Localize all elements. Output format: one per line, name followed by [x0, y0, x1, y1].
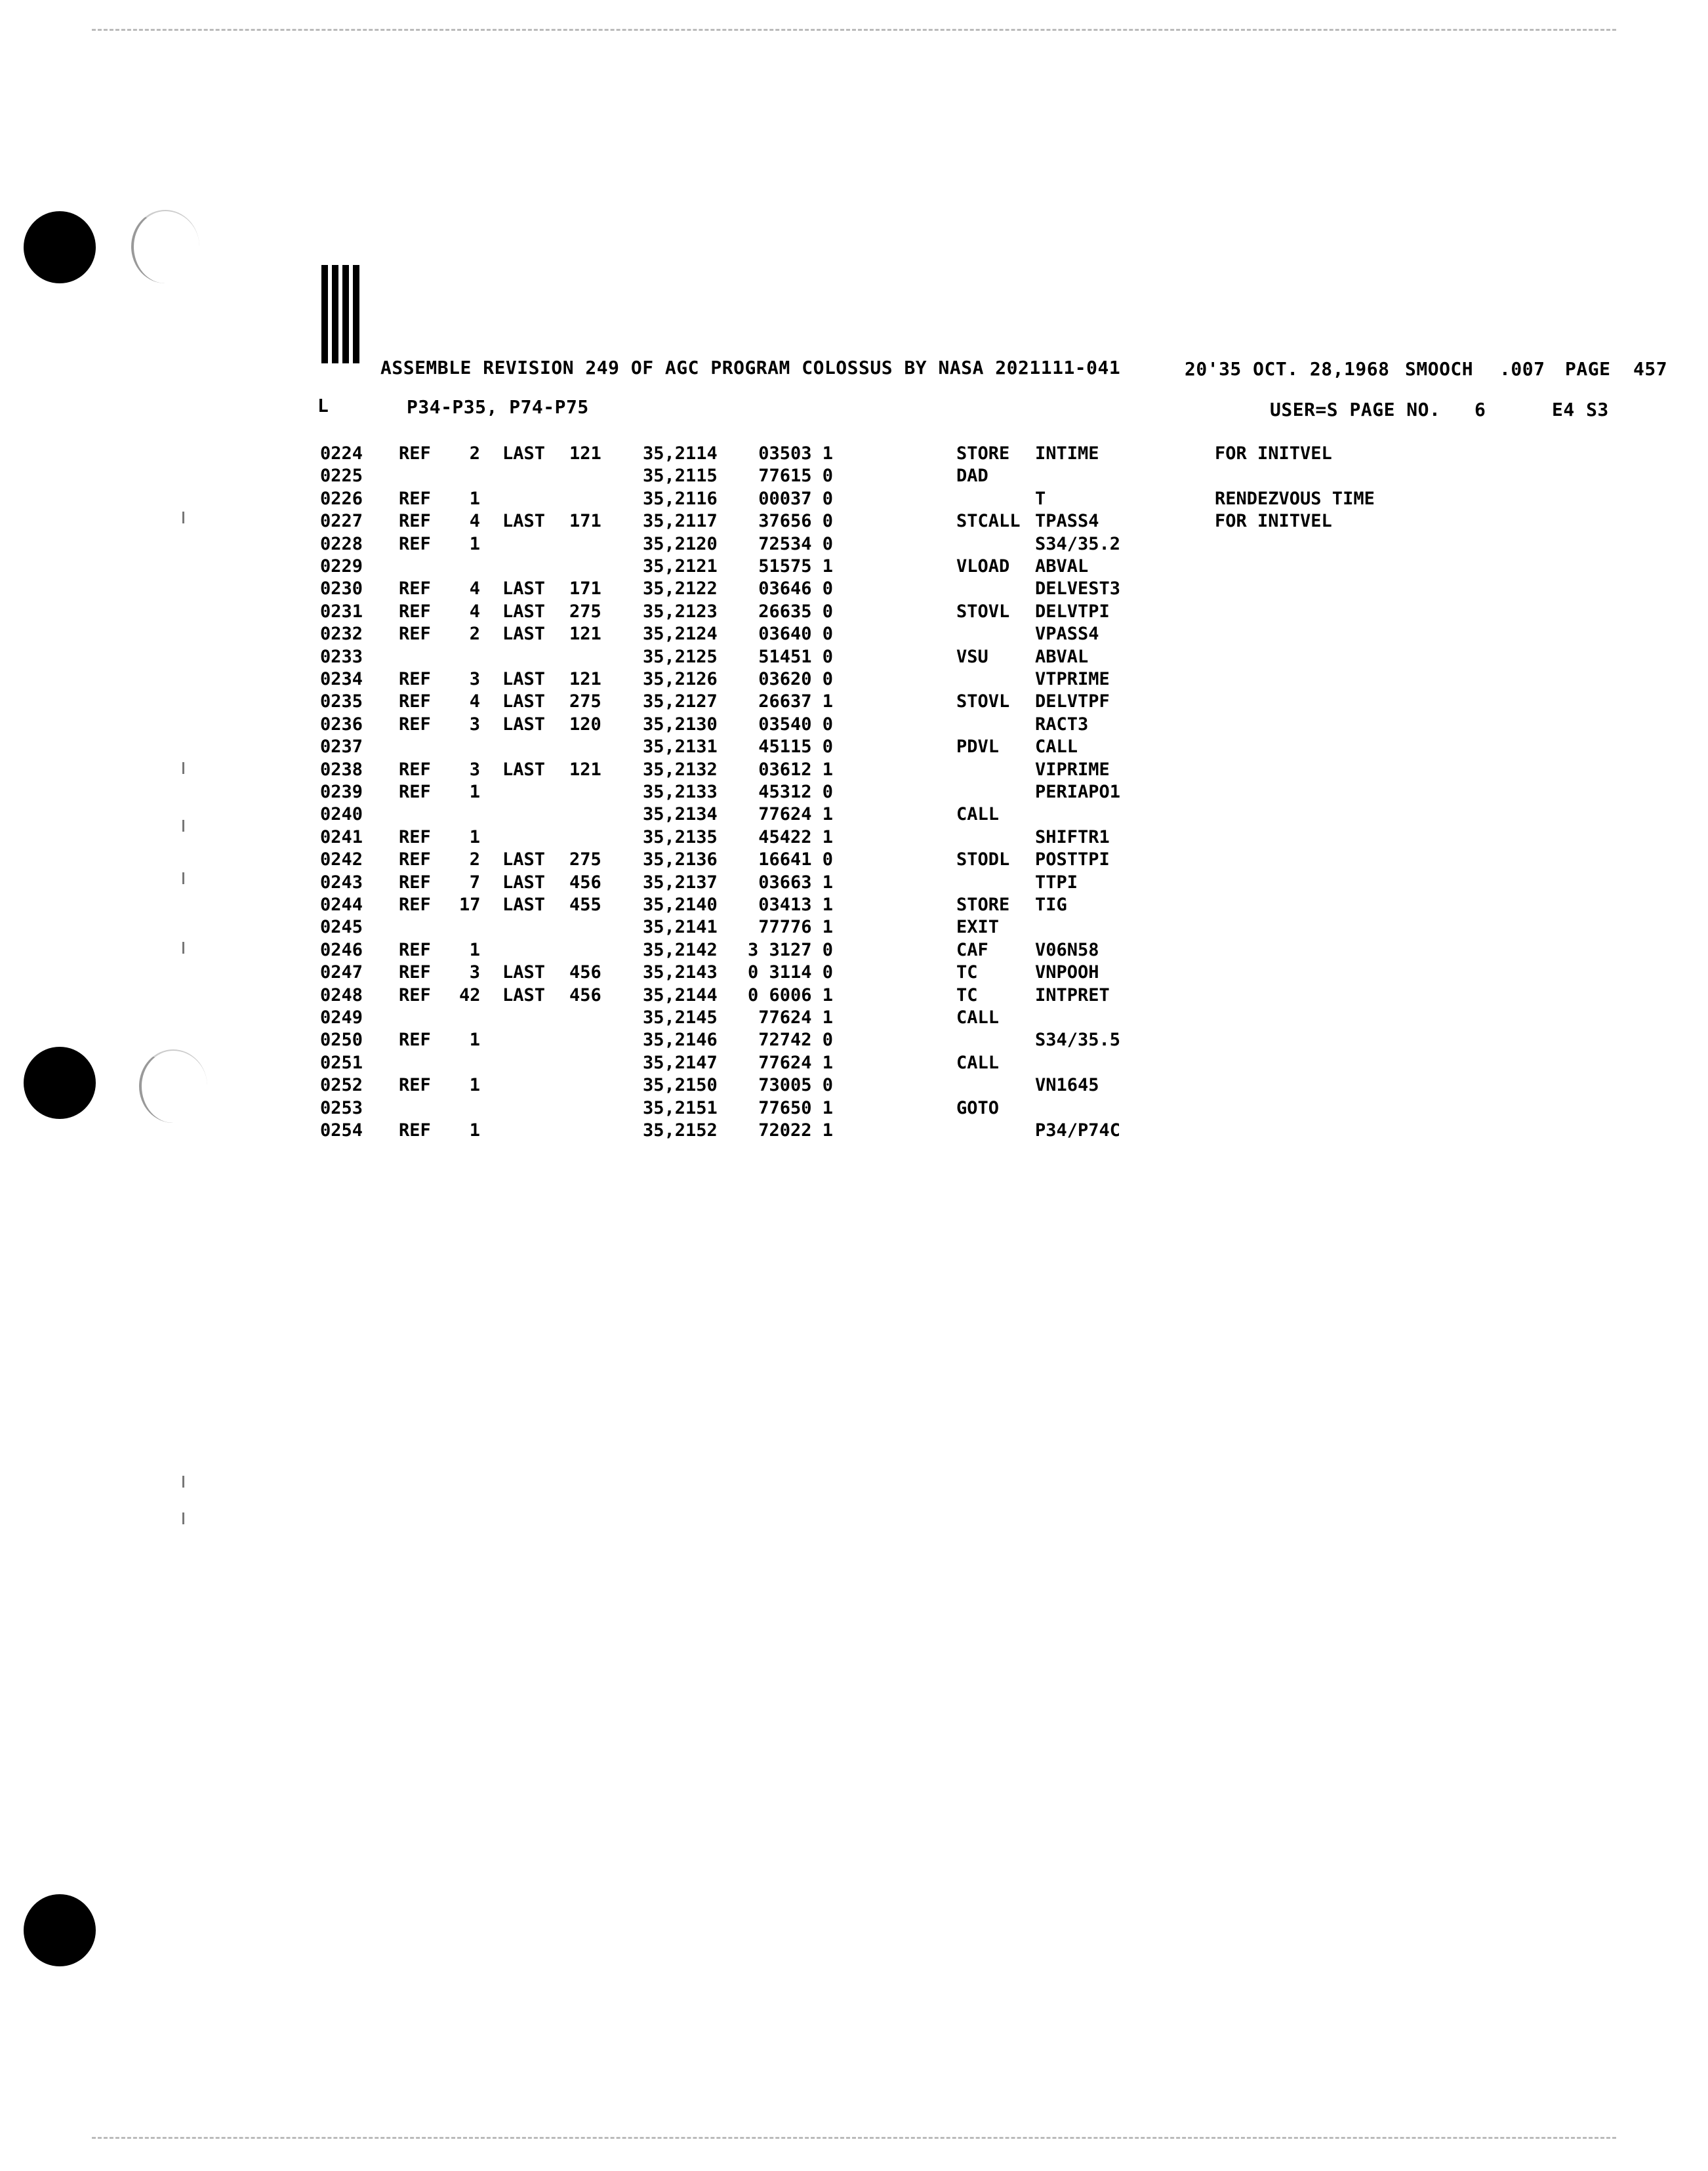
line-number: 0253: [320, 1098, 363, 1118]
listing-row: [0, 962, 1708, 984]
last-marker: LAST: [502, 443, 546, 464]
last-page: 171: [569, 511, 601, 531]
last-page: 456: [569, 962, 601, 983]
opcode: EXIT: [956, 917, 1000, 937]
barcode-mark: [321, 265, 359, 363]
address: 35,2145: [643, 1007, 718, 1028]
line-number: 0254: [320, 1120, 363, 1141]
ref-count: 3: [469, 962, 480, 983]
machine-code: 16641 0: [758, 849, 833, 870]
listing-row: [0, 669, 1708, 691]
listing-row: [0, 511, 1708, 533]
last-page: 456: [569, 872, 601, 893]
last-marker: LAST: [502, 962, 546, 983]
ref-marker: REF: [399, 782, 431, 802]
listing-row: [0, 624, 1708, 646]
address: 35,2147: [643, 1053, 718, 1073]
version: .007: [1499, 358, 1545, 380]
ref-count: 4: [469, 691, 480, 712]
opcode: GOTO: [956, 1098, 1000, 1118]
ref-count: 1: [469, 1075, 480, 1095]
page-edge-bottom: [92, 2137, 1616, 2139]
last-page: 120: [569, 714, 601, 735]
machine-code: 77650 1: [758, 1098, 833, 1118]
address: 35,2130: [643, 714, 718, 735]
line-number: 0238: [320, 760, 363, 780]
listing-row: [0, 714, 1708, 737]
ref-marker: REF: [399, 1120, 431, 1141]
ref-marker: REF: [399, 669, 431, 689]
line-number: 0247: [320, 962, 363, 983]
machine-code: 26637 1: [758, 691, 833, 712]
line-number: 0246: [320, 940, 363, 960]
last-page: 121: [569, 443, 601, 464]
address: 35,2115: [643, 466, 718, 486]
line-number: 0243: [320, 872, 363, 893]
ref-marker: REF: [399, 691, 431, 712]
operand: VN1645: [1035, 1075, 1099, 1095]
opcode: STOVL: [956, 601, 1010, 622]
ref-count: 3: [469, 669, 480, 689]
machine-code: 77776 1: [758, 917, 833, 937]
page-edge-top: [92, 29, 1616, 31]
address: 35,2144: [643, 985, 718, 1005]
ref-count: 2: [469, 624, 480, 644]
machine-code: 03612 1: [758, 760, 833, 780]
opcode: TC: [956, 962, 978, 983]
line-number: 0250: [320, 1030, 363, 1050]
ref-count: 3: [469, 760, 480, 780]
listing-row: [0, 985, 1708, 1007]
machine-code: 03620 0: [758, 669, 833, 689]
listing-row: [0, 804, 1708, 826]
user-name: SMOOCH: [1405, 358, 1474, 380]
machine-code: 45312 0: [758, 782, 833, 802]
ref-marker: REF: [399, 985, 431, 1005]
last-page: 121: [569, 624, 601, 644]
ref-count: 3: [469, 714, 480, 735]
line-number: 0230: [320, 578, 363, 599]
ref-marker: REF: [399, 714, 431, 735]
ref-marker: REF: [399, 940, 431, 960]
operand: VIPRIME: [1035, 760, 1110, 780]
ref-count: 4: [469, 511, 480, 531]
opcode: DAD: [956, 466, 988, 486]
last-page: 275: [569, 849, 601, 870]
last-marker: LAST: [502, 895, 546, 915]
opcode: CALL: [956, 1053, 1000, 1073]
opcode: TC: [956, 985, 978, 1005]
ref-count: 1: [469, 827, 480, 847]
last-page: 275: [569, 691, 601, 712]
last-page: 121: [569, 760, 601, 780]
operand: ABVAL: [1035, 647, 1089, 667]
line-number: 0242: [320, 849, 363, 870]
ref-marker: REF: [399, 827, 431, 847]
last-page: 121: [569, 669, 601, 689]
address: 35,2126: [643, 669, 718, 689]
machine-code: 51451 0: [758, 647, 833, 667]
operand: V06N58: [1035, 940, 1099, 960]
ref-marker: REF: [399, 760, 431, 780]
address: 35,2150: [643, 1075, 718, 1095]
opcode: STOVL: [956, 691, 1010, 712]
machine-code: 03540 0: [758, 714, 833, 735]
comment: FOR INITVEL: [1215, 443, 1332, 464]
machine-code: 72742 0: [758, 1030, 833, 1050]
machine-code: 03663 1: [758, 872, 833, 893]
address: 35,2132: [643, 760, 718, 780]
address: 35,2142: [643, 940, 718, 960]
listing-row: [0, 534, 1708, 556]
machine-code: 03646 0: [758, 578, 833, 599]
line-number: 0227: [320, 511, 363, 531]
ref-count: 7: [469, 872, 480, 893]
line-number: 0231: [320, 601, 363, 622]
operand: DELVEST3: [1035, 578, 1121, 599]
punch-hole-ring-top: [131, 210, 199, 283]
line-number: 0232: [320, 624, 363, 644]
opcode: STODL: [956, 849, 1010, 870]
ref-marker: REF: [399, 601, 431, 622]
listing-row: [0, 556, 1708, 578]
line-number: 0228: [320, 534, 363, 554]
ref-count: 2: [469, 443, 480, 464]
machine-code: 73005 0: [758, 1075, 833, 1095]
line-number: 0225: [320, 466, 363, 486]
listing-row: [0, 489, 1708, 511]
operand: P34/P74C: [1035, 1120, 1121, 1141]
address: 35,2131: [643, 737, 718, 757]
listing-row: [0, 691, 1708, 714]
line-number: 0249: [320, 1007, 363, 1028]
listing-row: [0, 917, 1708, 939]
line-number: 0245: [320, 917, 363, 937]
listing-row: [0, 601, 1708, 624]
ref-count: 1: [469, 1120, 480, 1141]
machine-code: 37656 0: [758, 511, 833, 531]
line-number: 0244: [320, 895, 363, 915]
ref-count: 1: [469, 1030, 480, 1050]
code-reference: E4 S3: [1552, 399, 1609, 420]
line-number: 0234: [320, 669, 363, 689]
ref-marker: REF: [399, 624, 431, 644]
ref-marker: REF: [399, 895, 431, 915]
machine-code: 72534 0: [758, 534, 833, 554]
ref-count: 1: [469, 782, 480, 802]
operand: TPASS4: [1035, 511, 1099, 531]
address: 35,2136: [643, 849, 718, 870]
machine-code: 0 3114 0: [747, 962, 833, 983]
machine-code: 45115 0: [758, 737, 833, 757]
listing-row: [0, 737, 1708, 759]
listing-row: [0, 940, 1708, 962]
listing-row: [0, 872, 1708, 895]
machine-code: 03413 1: [758, 895, 833, 915]
line-number: 0235: [320, 691, 363, 712]
ref-marker: REF: [399, 1030, 431, 1050]
last-marker: LAST: [502, 601, 546, 622]
ref-marker: REF: [399, 511, 431, 531]
operand: VTPRIME: [1035, 669, 1110, 689]
last-page: 456: [569, 985, 601, 1005]
listing-row: [0, 827, 1708, 849]
listing-row: [0, 782, 1708, 804]
machine-code: 51575 1: [758, 556, 833, 577]
operand: TIG: [1035, 895, 1067, 915]
operand: RACT3: [1035, 714, 1089, 735]
ref-count: 42: [459, 985, 481, 1005]
ref-count: 1: [469, 940, 480, 960]
address: 35,2127: [643, 691, 718, 712]
last-page: 171: [569, 578, 601, 599]
punch-hole-top: [24, 211, 96, 283]
listing-row: [0, 895, 1708, 917]
last-page: 455: [569, 895, 601, 915]
operand: INTPRET: [1035, 985, 1110, 1005]
ref-count: 17: [459, 895, 481, 915]
listing-row: [0, 466, 1708, 488]
page-number: 457: [1633, 358, 1668, 380]
line-number: 0248: [320, 985, 363, 1005]
ref-count: 2: [469, 849, 480, 870]
machine-code: 03640 0: [758, 624, 833, 644]
listing-row: [0, 1053, 1708, 1075]
address: 35,2123: [643, 601, 718, 622]
line-number: 0241: [320, 827, 363, 847]
opcode: CAF: [956, 940, 988, 960]
line-number: 0251: [320, 1053, 363, 1073]
last-marker: LAST: [502, 849, 546, 870]
line-number: 0226: [320, 489, 363, 509]
address: 35,2152: [643, 1120, 718, 1141]
operand: VPASS4: [1035, 624, 1099, 644]
last-marker: LAST: [502, 691, 546, 712]
last-page: 275: [569, 601, 601, 622]
listing-row: [0, 1007, 1708, 1030]
ref-marker: REF: [399, 534, 431, 554]
listing-title: ASSEMBLE REVISION 249 OF AGC PROGRAM COLOSSUS BY NASA 2021111-041: [380, 357, 1121, 378]
address: 35,2140: [643, 895, 718, 915]
last-marker: LAST: [502, 624, 546, 644]
line-number: 0229: [320, 556, 363, 577]
section-title: P34-P35, P74-P75: [407, 396, 589, 418]
address: 35,2114: [643, 443, 718, 464]
address: 35,2135: [643, 827, 718, 847]
machine-code: 0 6006 1: [747, 985, 833, 1005]
listing-row: [0, 1075, 1708, 1097]
operand: VNPOOH: [1035, 962, 1099, 983]
last-marker: LAST: [502, 985, 546, 1005]
opcode: VSU: [956, 647, 988, 667]
address: 35,2121: [643, 556, 718, 577]
operand: PERIAPO1: [1035, 782, 1121, 802]
operand: S34/35.5: [1035, 1030, 1121, 1050]
listing-row: [0, 849, 1708, 872]
machine-code: 03503 1: [758, 443, 833, 464]
listing-row: [0, 760, 1708, 782]
opcode: STORE: [956, 443, 1010, 464]
line-number: 0239: [320, 782, 363, 802]
operand: DELVTPF: [1035, 691, 1110, 712]
ref-count: 4: [469, 601, 480, 622]
address: 35,2151: [643, 1098, 718, 1118]
machine-code: 45422 1: [758, 827, 833, 847]
operand: S34/35.2: [1035, 534, 1121, 554]
address: 35,2124: [643, 624, 718, 644]
operand: T: [1035, 489, 1046, 509]
timestamp: 20'35 OCT. 28,1968: [1185, 358, 1390, 380]
ref-marker: REF: [399, 1075, 431, 1095]
last-marker: LAST: [502, 669, 546, 689]
ref-count: 4: [469, 578, 480, 599]
opcode: PDVL: [956, 737, 1000, 757]
last-marker: LAST: [502, 714, 546, 735]
machine-code: 26635 0: [758, 601, 833, 622]
line-number: 0233: [320, 647, 363, 667]
ref-marker: REF: [399, 578, 431, 599]
machine-code: 00037 0: [758, 489, 833, 509]
ref-marker: REF: [399, 849, 431, 870]
line-number: 0240: [320, 804, 363, 824]
operand: TTPI: [1035, 872, 1078, 893]
machine-code: 77624 1: [758, 804, 833, 824]
punch-hole-bottom: [24, 1894, 96, 1966]
machine-code: 3 3127 0: [747, 940, 833, 960]
address: 35,2117: [643, 511, 718, 531]
operand: DELVTPI: [1035, 601, 1110, 622]
machine-code: 77624 1: [758, 1007, 833, 1028]
listing-row: [0, 647, 1708, 669]
ref-count: 1: [469, 534, 480, 554]
operand: POSTTPI: [1035, 849, 1110, 870]
listing-row: [0, 1030, 1708, 1052]
address: 35,2120: [643, 534, 718, 554]
address: 35,2122: [643, 578, 718, 599]
address: 35,2134: [643, 804, 718, 824]
comment: FOR INITVEL: [1215, 511, 1332, 531]
listing-row: [0, 578, 1708, 601]
listing-row: [0, 443, 1708, 466]
ref-marker: REF: [399, 962, 431, 983]
opcode: STCALL: [956, 511, 1021, 531]
address: 35,2133: [643, 782, 718, 802]
operand: ABVAL: [1035, 556, 1089, 577]
last-marker: LAST: [502, 760, 546, 780]
address: 35,2125: [643, 647, 718, 667]
operand: INTIME: [1035, 443, 1099, 464]
line-number: 0236: [320, 714, 363, 735]
ref-count: 1: [469, 489, 480, 509]
ref-marker: REF: [399, 443, 431, 464]
operand: SHIFTR1: [1035, 827, 1110, 847]
comment: RENDEZVOUS TIME: [1215, 489, 1375, 509]
last-marker: LAST: [502, 511, 546, 531]
line-number: 0252: [320, 1075, 363, 1095]
address: 35,2116: [643, 489, 718, 509]
line-number: 0237: [320, 737, 363, 757]
listing-row: [0, 1120, 1708, 1143]
address: 35,2143: [643, 962, 718, 983]
ref-marker: REF: [399, 489, 431, 509]
address: 35,2146: [643, 1030, 718, 1050]
operand: CALL: [1035, 737, 1078, 757]
machine-code: 77624 1: [758, 1053, 833, 1073]
machine-code: 72022 1: [758, 1120, 833, 1141]
last-marker: LAST: [502, 578, 546, 599]
listing-row: [0, 1098, 1708, 1120]
address: 35,2137: [643, 872, 718, 893]
listing-mark: L: [317, 395, 329, 416]
address: 35,2141: [643, 917, 718, 937]
user-page-number: 6: [1474, 399, 1486, 420]
ref-marker: REF: [399, 872, 431, 893]
last-marker: LAST: [502, 872, 546, 893]
opcode: STORE: [956, 895, 1010, 915]
line-number: 0224: [320, 443, 363, 464]
opcode: VLOAD: [956, 556, 1010, 577]
machine-code: 77615 0: [758, 466, 833, 486]
user-page-label: USER=S PAGE NO.: [1270, 399, 1441, 420]
opcode: CALL: [956, 804, 1000, 824]
page-label: PAGE: [1565, 358, 1611, 380]
opcode: CALL: [956, 1007, 1000, 1028]
